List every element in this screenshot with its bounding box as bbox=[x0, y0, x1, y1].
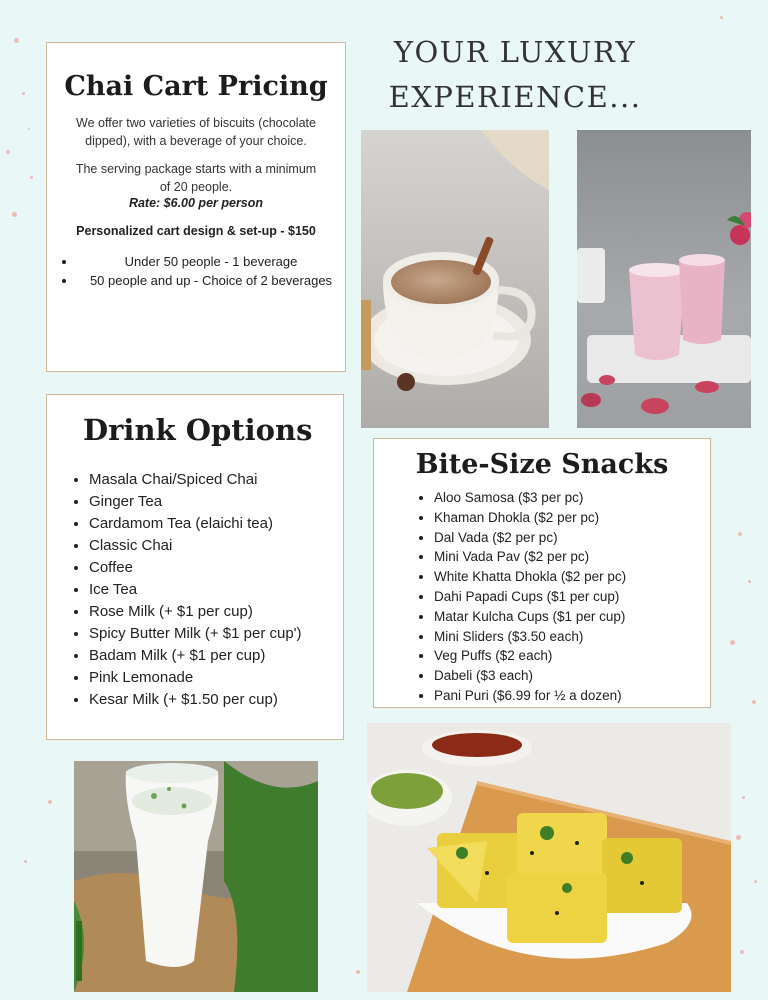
snack-item: • White Khatta Dhokla ($2 per pc) bbox=[434, 567, 710, 587]
drink-item: • Pink Lemonade bbox=[89, 667, 343, 689]
pricing-title: Chai Cart Pricing bbox=[64, 71, 328, 102]
snacks-title: Bite-Size Snacks bbox=[415, 449, 669, 480]
drink-item: • Coffee bbox=[89, 557, 343, 579]
snack-item: • Mini Sliders ($3.50 each) bbox=[434, 627, 710, 647]
drink-item: • Cardamom Tea (elaichi tea) bbox=[89, 513, 343, 535]
pricing-tier-item: • Under 50 people - 1 beverage bbox=[77, 252, 345, 271]
headline-line-2: EXPERIENCE... bbox=[388, 80, 642, 114]
drink-item: • Ice Tea bbox=[89, 579, 343, 601]
drink-item: • Badam Milk (+ $1 per cup) bbox=[89, 645, 343, 667]
drink-item: • Spicy Butter Milk (+ $1 per cup') bbox=[89, 623, 343, 645]
pricing-tier-list bbox=[47, 252, 345, 290]
drink-item: • Kesar Milk (+ $1.50 per cup) bbox=[89, 689, 343, 711]
snack-item: • Veg Puffs ($2 each) bbox=[434, 646, 710, 666]
pricing-tier-item: • 50 people and up - Choice of 2 beverages bbox=[77, 271, 345, 290]
drink-options-title: Drink Options bbox=[83, 413, 313, 447]
snack-item: • Khaman Dhokla ($2 per pc) bbox=[434, 508, 710, 528]
snack-item: • Matar Kulcha Cups ($1 per cup) bbox=[434, 607, 710, 627]
drink-item: • Ginger Tea bbox=[89, 491, 343, 513]
pricing-design-fee: Personalized cart design & set-up - $150 bbox=[76, 224, 316, 238]
khaman-dhokla-photo bbox=[367, 723, 731, 992]
pricing-card bbox=[46, 42, 346, 372]
snack-item: • Dahi Papadi Cups ($1 per cup) bbox=[434, 587, 710, 607]
snack-item: • Aloo Samosa ($3 per pc) bbox=[434, 488, 710, 508]
pricing-package: The serving package starts with a minimum of 20 people. bbox=[75, 162, 317, 194]
drink-item: • Masala Chai/Spiced Chai bbox=[89, 469, 343, 491]
snack-item: • Dabeli ($3 each) bbox=[434, 666, 710, 686]
drink-options-card bbox=[46, 394, 344, 740]
drink-options-list bbox=[47, 469, 343, 711]
buttermilk-glass-photo bbox=[74, 761, 318, 992]
snack-item: • Mini Vada Pav ($2 per pc) bbox=[434, 547, 710, 567]
pricing-rate: Rate: $6.00 per person bbox=[128, 196, 264, 210]
drink-item: • Rose Milk (+ $1 per cup) bbox=[89, 601, 343, 623]
pricing-intro: We offer two varieties of biscuits (chocolate dipped), with a beverage of your choice. bbox=[76, 116, 316, 148]
snack-item: • Dal Vada ($2 per pc) bbox=[434, 528, 710, 548]
page-headline bbox=[370, 30, 660, 120]
snacks-card bbox=[373, 438, 711, 708]
rose-milk-photo bbox=[577, 130, 751, 428]
drink-item: • Classic Chai bbox=[89, 535, 343, 557]
headline-line-1: YOUR LUXURY bbox=[393, 35, 637, 69]
snack-item: • Pani Puri ($6.99 for ½ a dozen) bbox=[434, 686, 710, 706]
snacks-list bbox=[374, 488, 710, 706]
chai-cup-photo bbox=[361, 130, 549, 428]
